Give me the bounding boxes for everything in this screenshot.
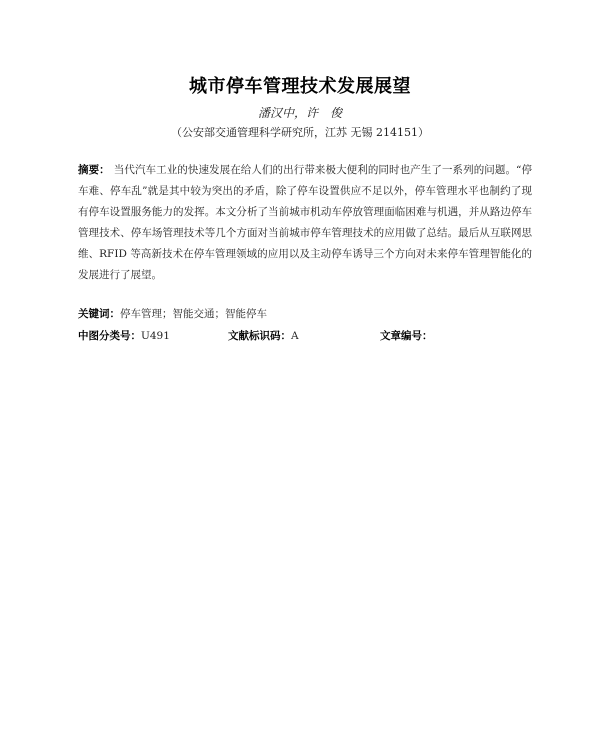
keywords-label: 关键词： <box>78 308 120 320</box>
paper-title: 城市停车管理技术发展展望 <box>189 76 411 97</box>
clc-number <box>78 328 170 343</box>
doc-code <box>228 328 299 343</box>
paper-affiliation: （公安部交通管理科学研究所，江苏 无锡 214151） <box>171 126 429 139</box>
abstract-label: 摘要： <box>78 164 110 176</box>
doc-code-value: A <box>291 330 299 342</box>
keywords-block <box>78 306 532 321</box>
paper-authors: 潘汉中，许 俊 <box>257 106 342 120</box>
article-number <box>380 328 433 343</box>
clc-label: 中图分类号： <box>78 330 141 342</box>
abstract-text: 当代汽车工业的快速发展在给人们的出行带来极大便利的同时也产生了一系列的问题。“停车难、停车乱”就是其中较为突出的矛盾，除了停车设置供应不足以外，停车管理水平也制约了现有停车设置服务能力的发挥。本文分析了当前城市机动车停放管理面临困难与机遇，并从路边停车管理技术、停车场管理技术等几个方面对当前城市停车管理技术的应用做了总结。最后从互联网思维、RFID 等高新技术在停车管理领域的应用以及主动停车诱导三个方向对未来停车管理智能化的发展进行了展望。 <box>78 164 532 281</box>
clc-value: U491 <box>141 330 170 342</box>
article-no-label: 文章编号： <box>380 330 433 342</box>
doc-code-label: 文献标识码： <box>228 330 291 342</box>
keywords-text: 停车管理；智能交通；智能停车 <box>120 308 267 320</box>
abstract-block <box>78 160 532 286</box>
